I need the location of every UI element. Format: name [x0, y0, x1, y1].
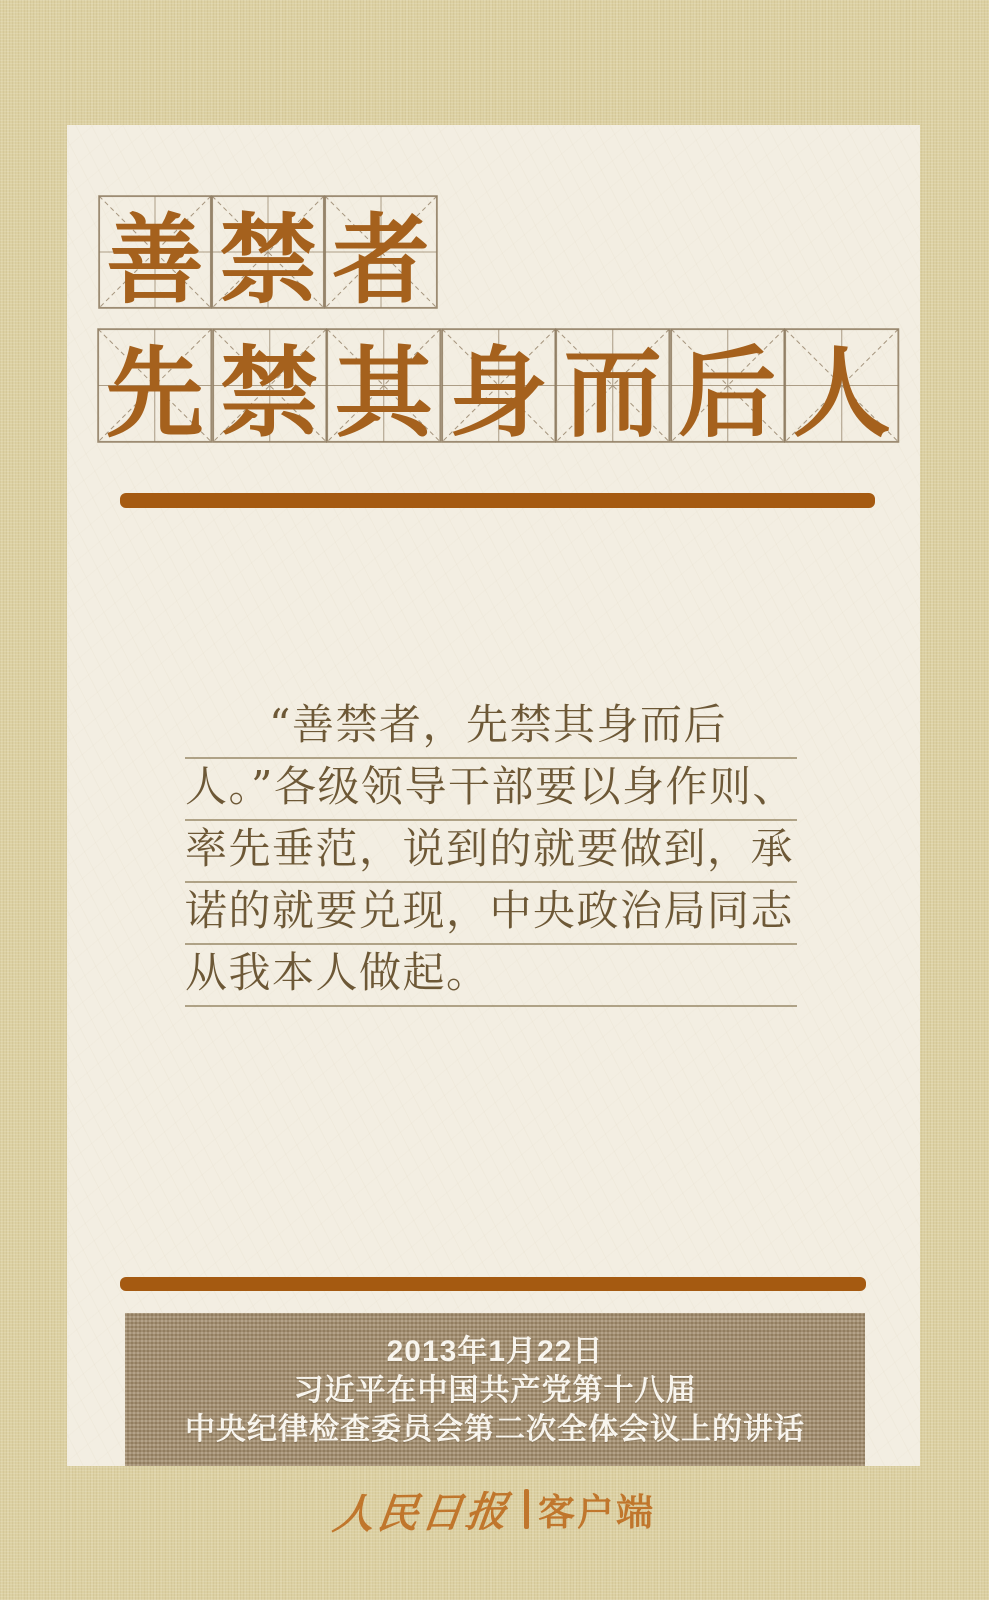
logo-divider-bar	[524, 1489, 529, 1529]
calligraphy-grid-cell	[441, 328, 557, 451]
quote-line: “善禁者，先禁其身而后	[185, 697, 797, 759]
title-char: 后	[678, 336, 777, 451]
calligraphy-grid-cell	[98, 195, 212, 317]
paper-card	[67, 125, 920, 1466]
divider-rule-bottom	[120, 1277, 866, 1291]
source-speaker: 习近平在中国共产党第十八届	[293, 1374, 697, 1407]
title-char: 者	[332, 203, 430, 317]
calligraphy-grid-cell	[212, 328, 328, 451]
calligraphy-grid-cell	[670, 328, 786, 451]
calligraphy-grid-cell	[97, 328, 213, 451]
quote-line: 率先垂范，说到的就要做到，承	[185, 821, 797, 883]
calligraphy-grid-cell	[555, 328, 671, 451]
title-char: 人	[792, 336, 891, 451]
title-line-2	[97, 328, 900, 451]
title-char: 禁	[219, 203, 317, 317]
quote-body	[185, 697, 797, 1007]
calligraphy-grid-cell	[324, 195, 438, 317]
source-date: 2013年1月22日	[386, 1335, 604, 1368]
title-char: 善	[106, 203, 204, 317]
title-char: 身	[449, 336, 548, 451]
logo-client-label: 客户端	[538, 1492, 655, 1533]
peoples-daily-client-logo	[0, 1484, 989, 1539]
source-occasion: 中央纪律检查委员会第二次全体会议上的讲话	[185, 1413, 805, 1446]
peoples-daily-masthead-wordmark: 人民日报	[330, 1486, 513, 1539]
quote-line: 人。”各级领导干部要以身作则、	[185, 759, 797, 821]
title-char: 先	[105, 336, 204, 451]
source-attribution-box	[125, 1313, 865, 1466]
calligraphy-grid-cell	[784, 328, 900, 451]
title-line-1	[98, 195, 438, 317]
title-char: 而	[563, 336, 662, 451]
quote-line: 诺的就要兑现，中央政治局同志	[185, 883, 797, 945]
title-char: 禁	[220, 336, 319, 451]
calligraphy-grid-cell	[211, 195, 325, 317]
divider-rule-top	[120, 493, 875, 508]
title-char: 其	[334, 336, 433, 451]
calligraphy-grid-cell	[326, 328, 442, 451]
quote-line: 从我本人做起。	[185, 945, 797, 1007]
